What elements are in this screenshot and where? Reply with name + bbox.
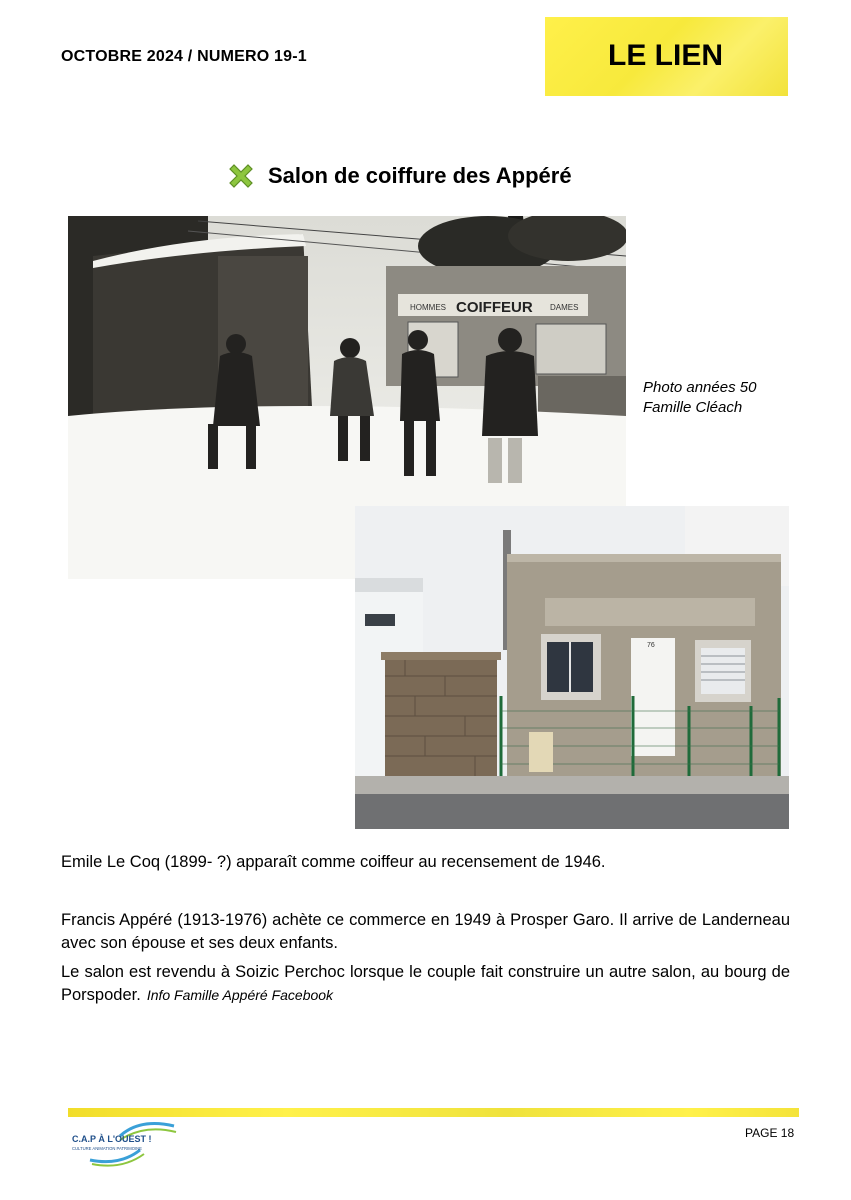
brand-title: LE LIEN: [608, 39, 724, 72]
current-building-photo: [355, 506, 789, 829]
issue-label: OCTOBRE 2024 / NUMERO 19-1: [61, 48, 307, 65]
article-paragraph-3: [61, 961, 790, 1007]
logo-subtext: CULTURE ANIMATION PATRIMOINE: [72, 1146, 142, 1151]
logo-text: C.A.P À L'OUEST !: [72, 1134, 152, 1144]
section-title: Salon de coiffure des Appéré: [268, 163, 572, 188]
photo-caption: [643, 378, 756, 418]
paragraph-3-text: Le salon est revendu à Soizic Perchoc lorsque le couple fait construire un autre salon, au bourg de Porspoder.: [61, 963, 790, 1004]
article-paragraph-2: Francis Appéré (1913-1976) achète ce commerce en 1949 à Prosper Garo. Il arrive de Landerneau avec son épouse et ses deux enfants.: [61, 911, 790, 952]
source-credit: Info Famille Appéré Facebook: [146, 987, 334, 1003]
door-number: 76: [647, 642, 655, 649]
old-sign-left: HOMMES: [410, 303, 446, 312]
brand-banner: [545, 17, 788, 96]
old-sign-center: COIFFEUR: [456, 299, 533, 316]
article-paragraph-1: Emile Le Coq (1899- ?) apparaît comme coiffeur au recensement de 1946.: [61, 853, 606, 871]
cap-a-louest-logo: [70, 1116, 182, 1168]
green-x-icon: [226, 161, 256, 191]
caption-line-1: Photo années 50: [643, 379, 757, 396]
section-heading: [226, 160, 572, 192]
caption-line-2: Famille Cléach: [643, 399, 743, 416]
page-number: PAGE 18: [745, 1126, 795, 1140]
old-sign-right: DAMES: [550, 303, 579, 312]
